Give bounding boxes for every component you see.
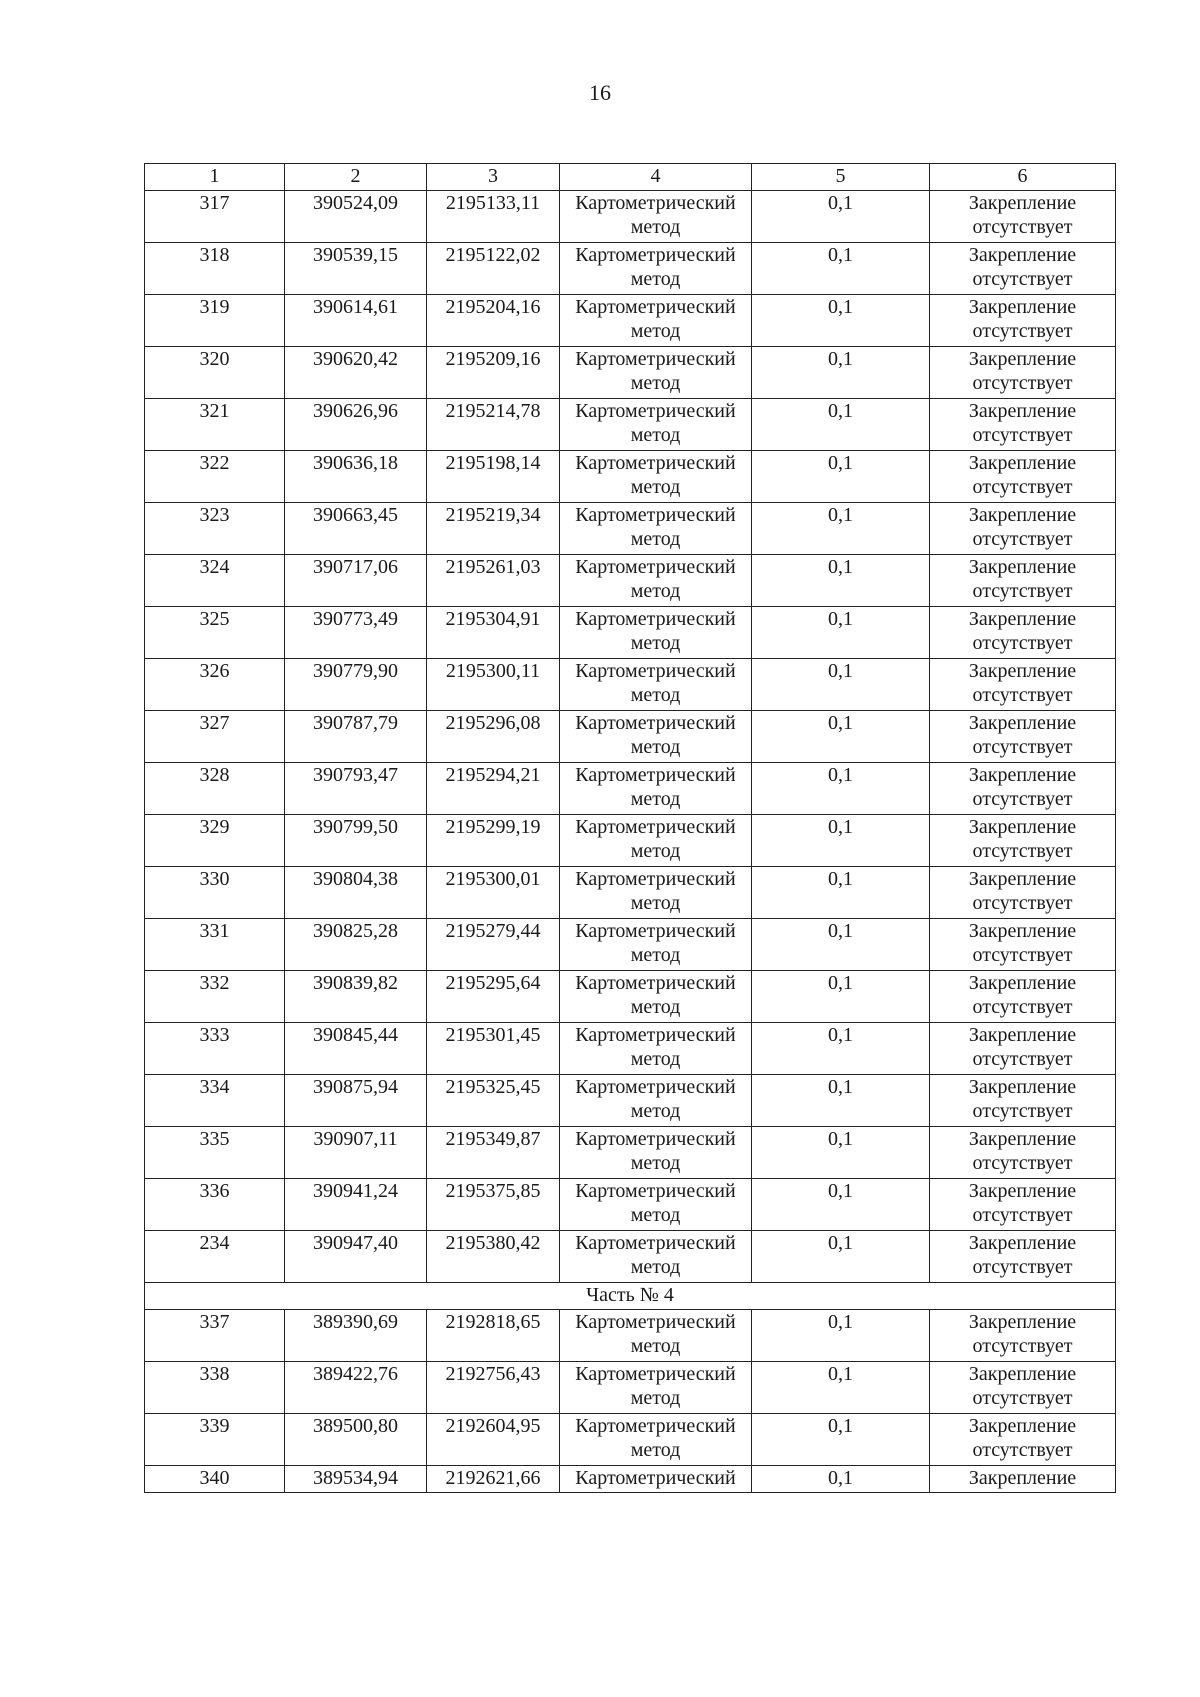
fixing-cell-line-2: отсутствует [972, 996, 1073, 1018]
accuracy-cell: 0,1 [752, 347, 930, 399]
fixing-cell-line-2: отсутствует [972, 1100, 1073, 1122]
coordinate-x: 390524,09 [285, 191, 427, 243]
accuracy-cell: 0,1 [752, 763, 930, 815]
column-header: 2 [285, 164, 427, 191]
coordinate-x: 390626,96 [285, 399, 427, 451]
table-row [145, 1075, 1116, 1127]
method-cell-line-2: метод [630, 944, 681, 966]
table-row [145, 555, 1116, 607]
table-row [145, 1231, 1116, 1283]
fixing-cell [930, 971, 1116, 1023]
coordinate-y: 2195122,02 [427, 243, 560, 295]
table-row [145, 763, 1116, 815]
fixing-cell [930, 711, 1116, 763]
method-cell [560, 971, 752, 1023]
method-cell-line-2: метод [630, 996, 681, 1018]
table-row [145, 1466, 1116, 1493]
point-number: 324 [145, 555, 285, 607]
coordinate-y: 2195304,91 [427, 607, 560, 659]
coordinate-x: 390779,90 [285, 659, 427, 711]
method-cell-line-2: метод [630, 1387, 681, 1409]
method-cell-line-2: метод [630, 1204, 681, 1226]
coordinate-y: 2195300,11 [427, 659, 560, 711]
table-row [145, 1179, 1116, 1231]
coordinate-y: 2195209,16 [427, 347, 560, 399]
accuracy-cell: 0,1 [752, 1231, 930, 1283]
accuracy-cell: 0,1 [752, 1127, 930, 1179]
table-row [145, 867, 1116, 919]
coordinate-x: 390663,45 [285, 503, 427, 555]
fixing-cell-line-2: отсутствует [972, 1204, 1073, 1226]
fixing-cell-line-2: отсутствует [972, 1439, 1073, 1461]
coordinate-x: 390907,11 [285, 1127, 427, 1179]
fixing-cell-line-1: Закрепление [968, 1180, 1077, 1202]
method-cell-line-1: Картометрический [575, 504, 736, 526]
method-cell-line-2: метод [630, 788, 681, 810]
method-cell [560, 1179, 752, 1231]
table-row [145, 1414, 1116, 1466]
method-cell-line-1: Картометрический [575, 920, 736, 942]
fixing-cell-line-1: Закрепление [968, 608, 1077, 630]
table-row [145, 1362, 1116, 1414]
fixing-cell-line-1: Закрепление [968, 972, 1077, 994]
coordinate-y: 2195301,45 [427, 1023, 560, 1075]
point-number: 334 [145, 1075, 285, 1127]
fixing-cell-line-2: отсутствует [972, 736, 1073, 758]
method-cell-line-2: метод [630, 1335, 681, 1357]
coordinate-y: 2195296,08 [427, 711, 560, 763]
method-cell [560, 1362, 752, 1414]
method-cell [560, 659, 752, 711]
method-cell [560, 1414, 752, 1466]
fixing-cell [930, 1023, 1116, 1075]
table-row [145, 1310, 1116, 1362]
method-cell-line-2: метод [630, 632, 681, 654]
method-cell-line-1: Картометрический [575, 1024, 736, 1046]
fixing-cell-line-1: Закрепление [968, 296, 1077, 318]
coordinate-y: 2195219,34 [427, 503, 560, 555]
coordinates-table [144, 163, 1116, 1493]
method-cell [560, 1310, 752, 1362]
coordinate-y: 2195214,78 [427, 399, 560, 451]
method-cell-line-2: метод [630, 424, 681, 446]
method-cell [560, 919, 752, 971]
table-row [145, 971, 1116, 1023]
method-cell-line-2: метод [630, 1100, 681, 1122]
method-cell-line-2: метод [630, 1152, 681, 1174]
method-cell [560, 607, 752, 659]
fixing-cell-line-1: Закрепление [968, 348, 1077, 370]
fixing-cell-line-1: Закрепление [968, 192, 1077, 214]
point-number: 234 [145, 1231, 285, 1283]
point-number: 318 [145, 243, 285, 295]
coordinate-y: 2195380,42 [427, 1231, 560, 1283]
point-number: 323 [145, 503, 285, 555]
fixing-cell-line-1: Закрепление [968, 660, 1077, 682]
fixing-cell [930, 1414, 1116, 1466]
accuracy-cell: 0,1 [752, 659, 930, 711]
point-number: 326 [145, 659, 285, 711]
method-cell [560, 191, 752, 243]
method-cell-line-2: метод [630, 476, 681, 498]
column-header: 5 [752, 164, 930, 191]
point-number: 333 [145, 1023, 285, 1075]
table-row [145, 295, 1116, 347]
table-row [145, 659, 1116, 711]
point-number: 340 [145, 1466, 285, 1493]
fixing-cell [930, 607, 1116, 659]
accuracy-cell: 0,1 [752, 607, 930, 659]
coordinate-x: 390941,24 [285, 1179, 427, 1231]
method-cell-line-2: метод [630, 320, 681, 342]
fixing-cell [930, 763, 1116, 815]
table-row [145, 1023, 1116, 1075]
coordinate-x: 390947,40 [285, 1231, 427, 1283]
method-cell [560, 815, 752, 867]
fixing-cell-line-1: Закрепление [968, 244, 1077, 266]
page-number: 16 [589, 80, 611, 105]
point-number: 330 [145, 867, 285, 919]
fixing-cell [930, 1466, 1116, 1493]
method-cell-line-2: метод [630, 840, 681, 862]
method-cell [560, 399, 752, 451]
accuracy-cell: 0,1 [752, 243, 930, 295]
fixing-cell-line-1: Закрепление [968, 1024, 1077, 1046]
coordinate-x: 390875,94 [285, 1075, 427, 1127]
method-cell-line-2: метод [630, 528, 681, 550]
method-cell-line-1: Картометрический [575, 1467, 736, 1489]
coordinate-y: 2195279,44 [427, 919, 560, 971]
method-cell-line-1: Картометрический [575, 1363, 736, 1385]
method-cell [560, 243, 752, 295]
fixing-cell-line-2: отсутствует [972, 1048, 1073, 1070]
fixing-cell-line-2: отсутствует [972, 580, 1073, 602]
fixing-cell-line-2: отсутствует [972, 944, 1073, 966]
accuracy-cell: 0,1 [752, 815, 930, 867]
fixing-cell-line-2: отсутствует [972, 892, 1073, 914]
part-label: Часть № 4 [145, 1283, 1116, 1310]
coordinate-x: 390620,42 [285, 347, 427, 399]
coordinate-x: 390793,47 [285, 763, 427, 815]
accuracy-cell: 0,1 [752, 1023, 930, 1075]
fixing-cell-line-1: Закрепление [968, 868, 1077, 890]
method-cell [560, 1231, 752, 1283]
accuracy-cell: 0,1 [752, 555, 930, 607]
coordinate-y: 2195299,19 [427, 815, 560, 867]
fixing-cell-line-2: отсутствует [972, 840, 1073, 862]
coordinate-x: 389390,69 [285, 1310, 427, 1362]
column-header: 3 [427, 164, 560, 191]
accuracy-cell: 0,1 [752, 711, 930, 763]
fixing-cell-line-2: отсутствует [972, 216, 1073, 238]
method-cell-line-1: Картометрический [575, 764, 736, 786]
point-number: 328 [145, 763, 285, 815]
fixing-cell-line-2: отсутствует [972, 1387, 1073, 1409]
coordinate-x: 389534,94 [285, 1466, 427, 1493]
coordinate-y: 2195204,16 [427, 295, 560, 347]
method-cell-line-1: Картометрический [575, 608, 736, 630]
fixing-cell-line-1: Закрепление [968, 920, 1077, 942]
point-number: 338 [145, 1362, 285, 1414]
method-cell-line-1: Картометрический [575, 556, 736, 578]
method-cell-line-1: Картометрический [575, 1232, 736, 1254]
fixing-cell [930, 191, 1116, 243]
coordinate-x: 390825,28 [285, 919, 427, 971]
coordinate-x: 390787,79 [285, 711, 427, 763]
fixing-cell-line-1: Закрепление [968, 452, 1077, 474]
point-number: 332 [145, 971, 285, 1023]
accuracy-cell: 0,1 [752, 1466, 930, 1493]
fixing-cell-line-2: отсутствует [972, 632, 1073, 654]
fixing-cell [930, 555, 1116, 607]
table-row [145, 451, 1116, 503]
table-header-row [145, 164, 1116, 191]
coordinate-y: 2195133,11 [427, 191, 560, 243]
fixing-cell [930, 867, 1116, 919]
method-cell-line-1: Картометрический [575, 1311, 736, 1333]
fixing-cell-line-2: отсутствует [972, 424, 1073, 446]
point-number: 337 [145, 1310, 285, 1362]
fixing-cell-line-1: Закрепление [968, 1467, 1077, 1489]
method-cell-line-1: Картометрический [575, 296, 736, 318]
fixing-cell-line-2: отсутствует [972, 476, 1073, 498]
fixing-cell-line-1: Закрепление [968, 1415, 1077, 1437]
part-header-row [145, 1283, 1116, 1310]
coordinate-y: 2195294,21 [427, 763, 560, 815]
coordinate-x: 390804,38 [285, 867, 427, 919]
column-header: 6 [930, 164, 1116, 191]
method-cell-line-2: метод [630, 684, 681, 706]
coordinate-y: 2195261,03 [427, 555, 560, 607]
method-cell-line-1: Картометрический [575, 192, 736, 214]
coordinate-y: 2192604,95 [427, 1414, 560, 1466]
method-cell [560, 711, 752, 763]
accuracy-cell: 0,1 [752, 1414, 930, 1466]
fixing-cell-line-1: Закрепление [968, 1363, 1077, 1385]
coordinate-x: 390839,82 [285, 971, 427, 1023]
method-cell-line-2: метод [630, 1439, 681, 1461]
table-row [145, 347, 1116, 399]
method-cell-line-1: Картометрический [575, 1076, 736, 1098]
fixing-cell [930, 451, 1116, 503]
fixing-cell-line-2: отсутствует [972, 372, 1073, 394]
column-header: 1 [145, 164, 285, 191]
fixing-cell [930, 295, 1116, 347]
fixing-cell-line-1: Закрепление [968, 712, 1077, 734]
accuracy-cell: 0,1 [752, 1075, 930, 1127]
accuracy-cell: 0,1 [752, 1310, 930, 1362]
accuracy-cell: 0,1 [752, 867, 930, 919]
point-number: 327 [145, 711, 285, 763]
fixing-cell-line-2: отсутствует [972, 788, 1073, 810]
coordinate-x: 390636,18 [285, 451, 427, 503]
fixing-cell [930, 1231, 1116, 1283]
table-row [145, 1127, 1116, 1179]
method-cell-line-2: метод [630, 216, 681, 238]
coordinate-y: 2192621,66 [427, 1466, 560, 1493]
fixing-cell-line-2: отсутствует [972, 268, 1073, 290]
table-row [145, 399, 1116, 451]
point-number: 320 [145, 347, 285, 399]
method-cell [560, 295, 752, 347]
coordinate-x: 389500,80 [285, 1414, 427, 1466]
method-cell-line-2: метод [630, 1048, 681, 1070]
point-number: 335 [145, 1127, 285, 1179]
accuracy-cell: 0,1 [752, 503, 930, 555]
fixing-cell-line-1: Закрепление [968, 504, 1077, 526]
method-cell-line-1: Картометрический [575, 348, 736, 370]
method-cell [560, 503, 752, 555]
table-row [145, 815, 1116, 867]
fixing-cell-line-2: отсутствует [972, 1335, 1073, 1357]
fixing-cell [930, 399, 1116, 451]
table-row [145, 503, 1116, 555]
fixing-cell-line-2: отсутствует [972, 528, 1073, 550]
coordinate-x: 390845,44 [285, 1023, 427, 1075]
coordinate-y: 2195349,87 [427, 1127, 560, 1179]
method-cell-line-2: метод [630, 372, 681, 394]
method-cell-line-1: Картометрический [575, 1180, 736, 1202]
point-number: 325 [145, 607, 285, 659]
point-number: 331 [145, 919, 285, 971]
coordinate-x: 390799,50 [285, 815, 427, 867]
method-cell [560, 347, 752, 399]
coordinate-x: 389422,76 [285, 1362, 427, 1414]
accuracy-cell: 0,1 [752, 191, 930, 243]
table-row [145, 607, 1116, 659]
fixing-cell-line-1: Закрепление [968, 1076, 1077, 1098]
coordinate-y: 2195295,64 [427, 971, 560, 1023]
method-cell [560, 451, 752, 503]
coordinate-y: 2195325,45 [427, 1075, 560, 1127]
point-number: 329 [145, 815, 285, 867]
fixing-cell-line-1: Закрепление [968, 764, 1077, 786]
point-number: 322 [145, 451, 285, 503]
table-row [145, 919, 1116, 971]
table-row [145, 191, 1116, 243]
coordinate-x: 390614,61 [285, 295, 427, 347]
method-cell-line-1: Картометрический [575, 400, 736, 422]
accuracy-cell: 0,1 [752, 1362, 930, 1414]
fixing-cell-line-1: Закрепление [968, 1232, 1077, 1254]
fixing-cell-line-2: отсутствует [972, 1152, 1073, 1174]
method-cell-line-1: Картометрический [575, 972, 736, 994]
accuracy-cell: 0,1 [752, 295, 930, 347]
fixing-cell-line-2: отсутствует [972, 684, 1073, 706]
fixing-cell [930, 919, 1116, 971]
method-cell-line-1: Картометрический [575, 660, 736, 682]
method-cell-line-1: Картометрический [575, 868, 736, 890]
accuracy-cell: 0,1 [752, 451, 930, 503]
point-number: 339 [145, 1414, 285, 1466]
fixing-cell-line-2: отсутствует [972, 1256, 1073, 1278]
method-cell [560, 763, 752, 815]
method-cell [560, 1075, 752, 1127]
accuracy-cell: 0,1 [752, 919, 930, 971]
method-cell-line-1: Картометрический [575, 1128, 736, 1150]
fixing-cell-line-1: Закрепление [968, 1128, 1077, 1150]
method-cell [560, 555, 752, 607]
method-cell-line-1: Картометрический [575, 244, 736, 266]
method-cell-line-1: Картометрический [575, 712, 736, 734]
method-cell [560, 1466, 752, 1493]
coordinate-x: 390773,49 [285, 607, 427, 659]
coordinate-y: 2195198,14 [427, 451, 560, 503]
method-cell-line-2: метод [630, 1256, 681, 1278]
fixing-cell [930, 1310, 1116, 1362]
fixing-cell [930, 243, 1116, 295]
point-number: 319 [145, 295, 285, 347]
fixing-cell-line-1: Закрепление [968, 556, 1077, 578]
coordinate-y: 2192818,65 [427, 1310, 560, 1362]
coordinate-y: 2192756,43 [427, 1362, 560, 1414]
point-number: 336 [145, 1179, 285, 1231]
fixing-cell [930, 1127, 1116, 1179]
point-number: 321 [145, 399, 285, 451]
fixing-cell [930, 503, 1116, 555]
method-cell-line-2: метод [630, 580, 681, 602]
table-row [145, 711, 1116, 763]
fixing-cell [930, 659, 1116, 711]
method-cell-line-1: Картометрический [575, 816, 736, 838]
fixing-cell [930, 815, 1116, 867]
coordinate-x: 390717,06 [285, 555, 427, 607]
coordinate-x: 390539,15 [285, 243, 427, 295]
method-cell [560, 867, 752, 919]
fixing-cell [930, 1362, 1116, 1414]
fixing-cell-line-2: отсутствует [972, 320, 1073, 342]
accuracy-cell: 0,1 [752, 971, 930, 1023]
coordinate-y: 2195375,85 [427, 1179, 560, 1231]
method-cell-line-1: Картометрический [575, 452, 736, 474]
method-cell [560, 1127, 752, 1179]
fixing-cell [930, 1179, 1116, 1231]
accuracy-cell: 0,1 [752, 1179, 930, 1231]
table-row [145, 243, 1116, 295]
point-number: 317 [145, 191, 285, 243]
method-cell-line-2: метод [630, 736, 681, 758]
fixing-cell-line-1: Закрепление [968, 400, 1077, 422]
coordinate-y: 2195300,01 [427, 867, 560, 919]
column-header: 4 [560, 164, 752, 191]
method-cell-line-2: метод [630, 892, 681, 914]
accuracy-cell: 0,1 [752, 399, 930, 451]
method-cell [560, 1023, 752, 1075]
method-cell-line-1: Картометрический [575, 1415, 736, 1437]
fixing-cell-line-1: Закрепление [968, 816, 1077, 838]
fixing-cell [930, 1075, 1116, 1127]
fixing-cell [930, 347, 1116, 399]
fixing-cell-line-1: Закрепление [968, 1311, 1077, 1333]
method-cell-line-2: метод [630, 268, 681, 290]
